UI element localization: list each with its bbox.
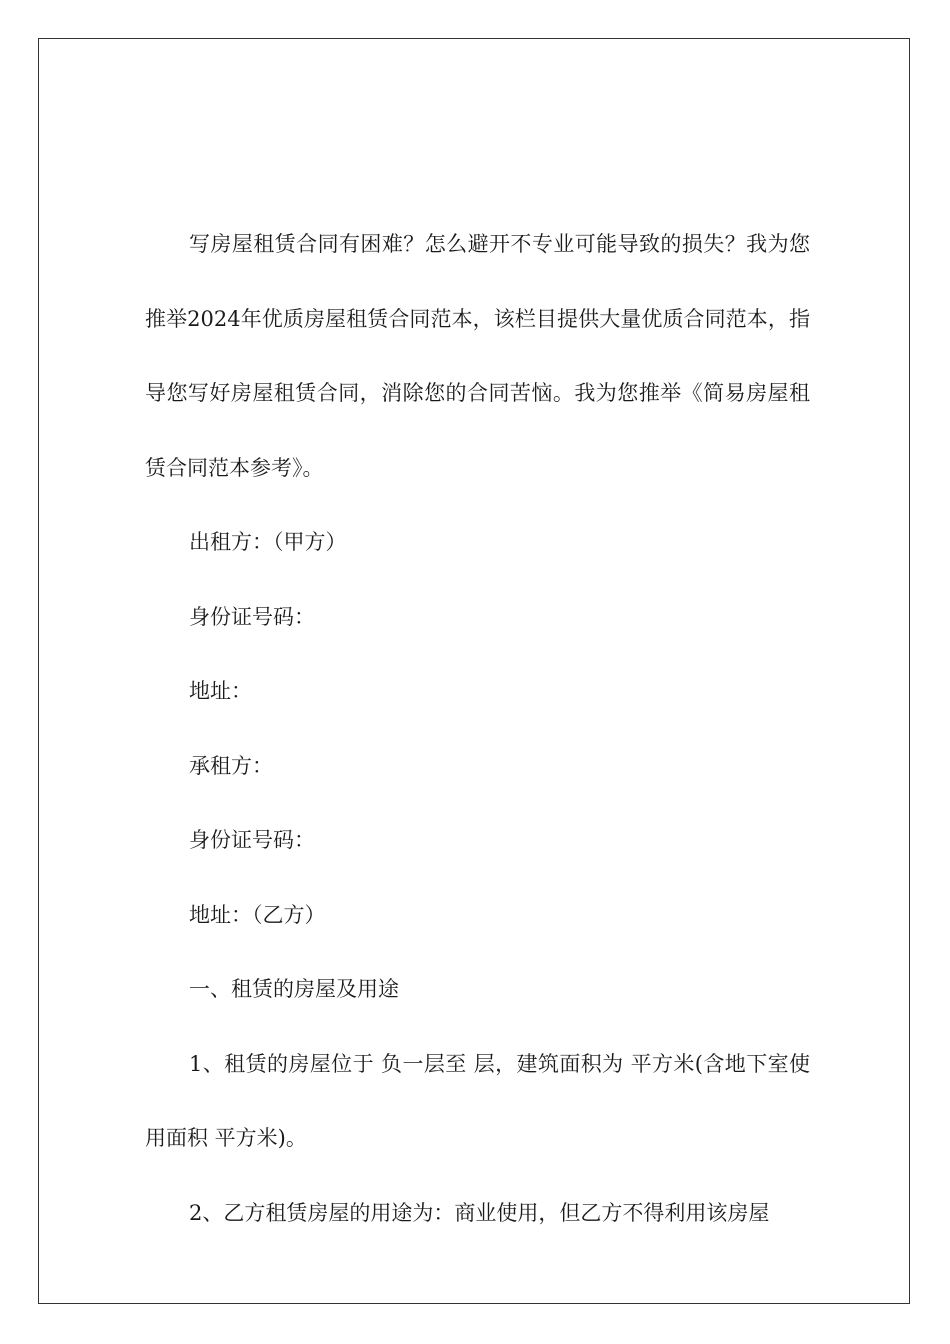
lessor-address-line: 地址： [189, 679, 252, 703]
lessee-line: 承租方： [189, 753, 273, 778]
lessor-id-line: 身份证号码： [189, 604, 315, 629]
intro-paragraph: 写房屋租赁合同有困难？怎么避开不专业可能导致的损失？我为您推举2024年优质房屋租赁合同范本，该栏目提供大量优质合同范本，指导您写好房屋租赁合同，消除您的合同苦恼。我为您推举《简易房屋租赁合同范本参考》。 [145, 232, 810, 480]
document-body [145, 207, 810, 1250]
lessor-line: 出租方：（甲方） [189, 530, 347, 554]
lessee-id-line: 身份证号码： [189, 828, 315, 852]
section-heading-1: 一、租赁的房屋及用途 [189, 977, 399, 1001]
clause-1: 1、租赁的房屋位于 负一层至 层，建筑面积为 平方米(含地下室使用面积 平方米)。 [145, 1051, 810, 1150]
lessee-address-line: 地址：（乙方） [189, 902, 326, 927]
clause-2: 2、乙方租赁房屋的用途为：商业使用，但乙方不得利用该房屋 [189, 1200, 770, 1225]
